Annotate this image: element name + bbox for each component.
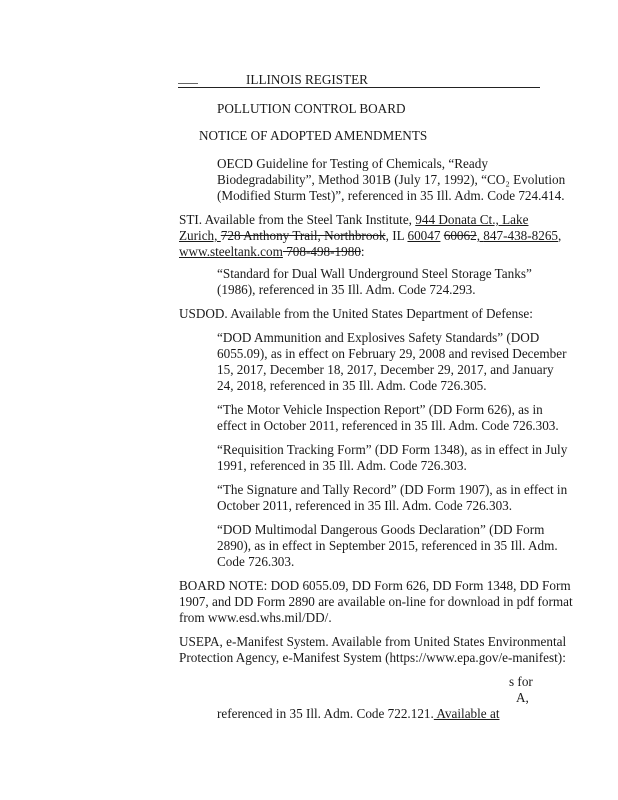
sti-comma-2: , bbox=[558, 228, 562, 243]
board-title: POLLUTION CONTROL BOARD bbox=[217, 101, 406, 116]
sti-new-phone: 847-438-8265 bbox=[483, 228, 559, 243]
usdod-item-2-line-2: effect in October 2011, referenced in 35 Ill. Adm. Code 726.303. bbox=[217, 418, 559, 433]
sti-state: , IL bbox=[385, 228, 408, 243]
usepa-last-line bbox=[217, 706, 499, 722]
sti-website: www.steeltank.com bbox=[179, 244, 283, 259]
usdod-item-5-line-2: 2890), as in effect in September 2015, referenced in 35 Ill. Adm. bbox=[217, 538, 558, 553]
sti-line-1 bbox=[179, 212, 528, 228]
sti-colon: : bbox=[360, 244, 365, 259]
usdod-item-1-line-3: 15, 2017, December 18, 2017, December 29, 2017, and January bbox=[217, 362, 554, 377]
sti-old-zip: 60062 bbox=[443, 228, 477, 243]
usdod-item-1-line-2: 6055.09), as in effect on February 29, 2008 and revised December bbox=[217, 346, 567, 361]
oecd-line-2: Biodegradability”, Method 301B (July 17, 1992), “CO₂ Evolution bbox=[217, 172, 566, 187]
usepa-reference: referenced in 35 Ill. Adm. Code 722.121. bbox=[217, 706, 434, 721]
sti-new-address: 944 Donata Ct., Lake bbox=[415, 212, 529, 227]
header-tick-mark bbox=[178, 83, 198, 84]
sti-old-phone: 708-498-1980 bbox=[282, 244, 361, 259]
usepa-line-2: Protection Agency, e-Manifest System (https://www.epa.gov/e-manifest): bbox=[179, 650, 566, 665]
usdod-item-3-line-2: 1991, referenced in 35 Ill. Adm. Code 726.303. bbox=[217, 458, 467, 473]
sti-new-zip: 60047 bbox=[407, 228, 441, 243]
usepa-fragment-1: s for bbox=[509, 674, 533, 689]
usdod-item-4-line-2: October 2011, referenced in 35 Ill. Adm. Code 726.303. bbox=[217, 498, 513, 513]
usdod-item-5-line-3: Code 726.303. bbox=[217, 554, 295, 569]
sti-item-line-2: (1986), referenced in 35 Ill. Adm. Code 724.293. bbox=[217, 282, 476, 297]
oecd-line-3: (Modified Sturm Test)”, referenced in 35 Ill. Adm. Code 724.414. bbox=[217, 188, 565, 203]
usepa-available-at: Available at bbox=[433, 706, 500, 721]
sti-old-address: 728 Anthony Trail, Northbrook bbox=[220, 228, 386, 243]
register-title: ILLINOIS REGISTER bbox=[246, 72, 368, 87]
oecd-line-1: OECD Guideline for Testing of Chemicals, “Ready bbox=[217, 156, 488, 171]
usepa-line-1: USEPA, e-Manifest System. Available from United States Environmental bbox=[179, 634, 567, 649]
board-note-line-2: 1907, and DD Form 2890 are available on-line for download in pdf format bbox=[179, 594, 573, 609]
usdod-item-2-line-1: “The Motor Vehicle Inspection Report” (DD Form 626), as in bbox=[217, 402, 543, 417]
usdod-item-4-line-1: “The Signature and Tally Record” (DD Form 1907), as in effect in bbox=[217, 482, 568, 497]
sti-new-city: Zurich, bbox=[179, 228, 221, 243]
sti-item-line-1: “Standard for Dual Wall Underground Steel Storage Tanks” bbox=[217, 266, 532, 281]
header-rule bbox=[178, 87, 540, 88]
usdod-item-1-line-4: 24, 2018, referenced in 35 Ill. Adm. Code 726.305. bbox=[217, 378, 487, 393]
usdod-item-5-line-1: “DOD Multimodal Dangerous Goods Declaration” (DD Form bbox=[217, 522, 545, 537]
sti-comma: , bbox=[476, 228, 484, 243]
usdod-intro: USDOD. Available from the United States Department of Defense: bbox=[179, 306, 533, 321]
usdod-item-1-line-1: “DOD Ammunition and Explosives Safety Standards” (DOD bbox=[217, 330, 540, 345]
sti-line-3 bbox=[179, 244, 365, 260]
usdod-item-3-line-1: “Requisition Tracking Form” (DD Form 1348), as in effect in July bbox=[217, 442, 568, 457]
sti-intro: STI. Available from the Steel Tank Institute, bbox=[179, 212, 416, 227]
usepa-fragment-2: A, bbox=[516, 690, 529, 705]
board-note-line-3: from www.esd.whs.mil/DD/. bbox=[179, 610, 332, 625]
sti-line-2 bbox=[179, 228, 561, 244]
notice-title: NOTICE OF ADOPTED AMENDMENTS bbox=[199, 128, 428, 143]
board-note-line-1: BOARD NOTE: DOD 6055.09, DD Form 626, DD Form 1348, DD Form bbox=[179, 578, 571, 593]
